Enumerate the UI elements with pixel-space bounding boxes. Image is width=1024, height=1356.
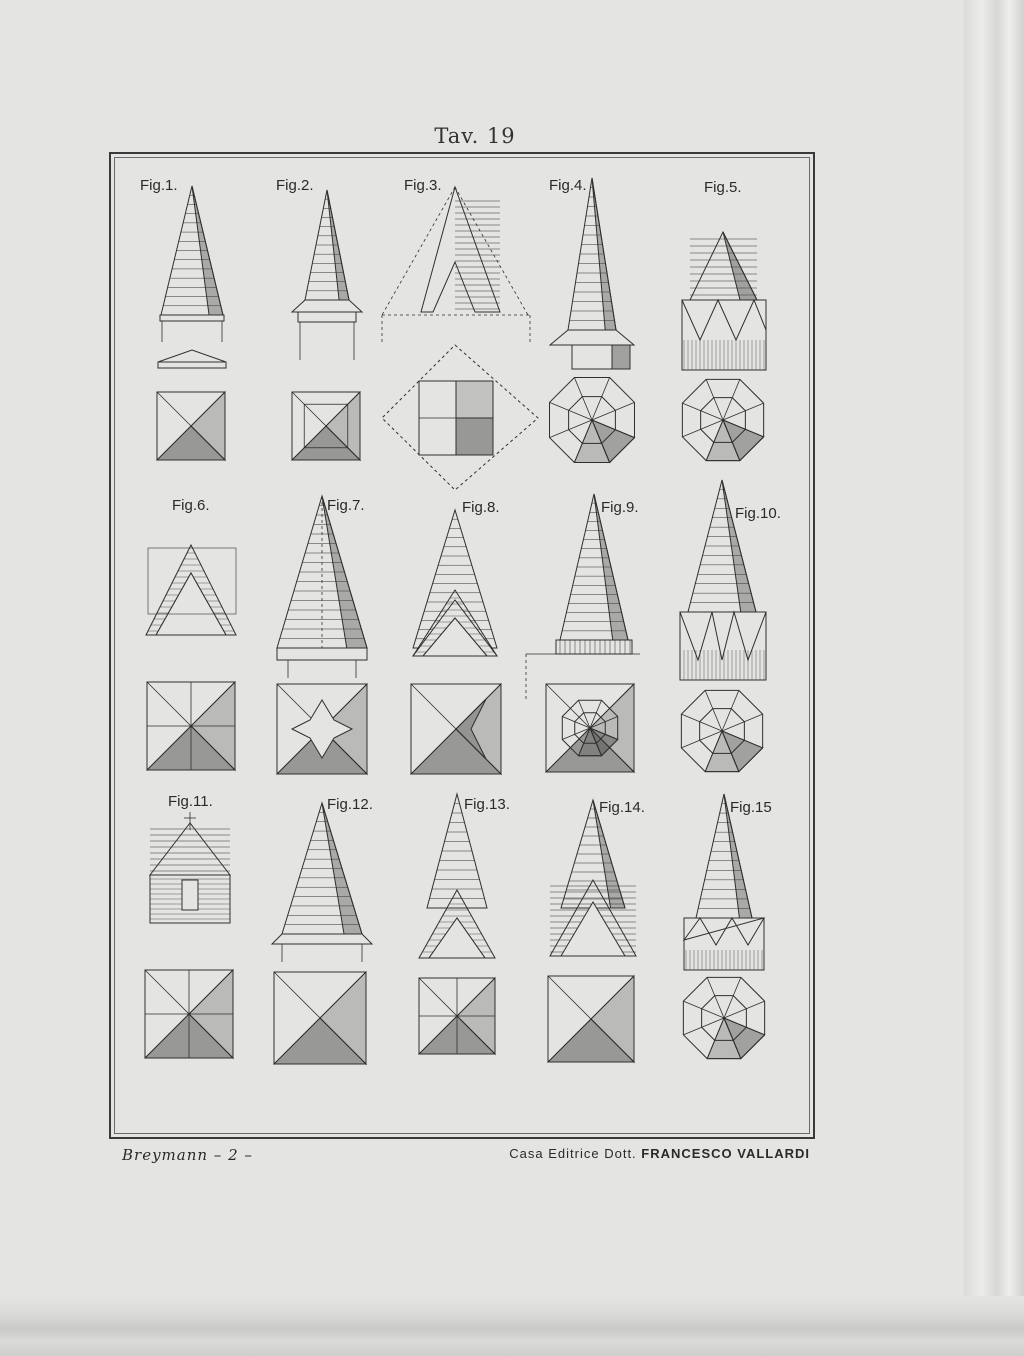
fig-label-10: Fig.10. — [735, 505, 781, 522]
fig12-eave — [272, 934, 372, 944]
fig1-eave — [160, 315, 224, 321]
publisher-prefix: Casa Editrice Dott. — [509, 1146, 637, 1161]
fig-label-3: Fig.3. — [404, 177, 442, 194]
fig1-section — [158, 350, 226, 362]
fig-label-12: Fig.12. — [327, 796, 373, 813]
fig2-cornice — [298, 312, 356, 322]
fig4-drum-shade — [612, 345, 630, 369]
fig-label-15: Fig.15 — [730, 799, 772, 816]
fig5-spire-shade — [723, 232, 757, 300]
fig-label-13: Fig.13. — [464, 796, 510, 813]
fig-label-4: Fig.4. — [549, 177, 587, 194]
fig11-roof — [150, 823, 230, 875]
fig6-elevation-inner2 — [156, 573, 226, 635]
fig15-gables — [684, 918, 764, 945]
fig1-section-base — [158, 362, 226, 368]
fig15-base — [684, 918, 764, 970]
author-credit: Breymann – 2 – — [122, 1146, 253, 1164]
fig3-plan-shade1 — [456, 381, 493, 418]
fig2-eave — [292, 300, 362, 312]
fig-label-6: Fig.6. — [172, 497, 210, 514]
fig-label-14: Fig.14. — [599, 799, 645, 816]
fig5-gables — [682, 300, 766, 340]
fig9-gallery — [556, 640, 632, 654]
fig-label-7: Fig.7. — [327, 497, 365, 514]
fig3-elevation — [421, 187, 500, 312]
fig-label-5: Fig.5. — [704, 179, 742, 196]
fig4-eave — [550, 330, 634, 345]
fig-label-9: Fig.9. — [601, 499, 639, 516]
fig13-gable-inner2 — [429, 918, 485, 958]
fig3-plan-shade2 — [456, 418, 493, 455]
fig11-dormer — [182, 880, 198, 910]
fig-label-8: Fig.8. — [462, 499, 500, 516]
fig-label-1: Fig.1. — [140, 177, 178, 194]
fig-label-11: Fig.11. — [168, 793, 213, 810]
fig7-eave — [277, 648, 367, 660]
fig-label-2: Fig.2. — [276, 177, 314, 194]
publisher-name: FRANCESCO VALLARDI — [641, 1146, 810, 1161]
publisher-credit — [509, 1146, 810, 1161]
fig10-gables — [680, 612, 766, 660]
plate-title: Tav. 19 — [434, 124, 516, 148]
